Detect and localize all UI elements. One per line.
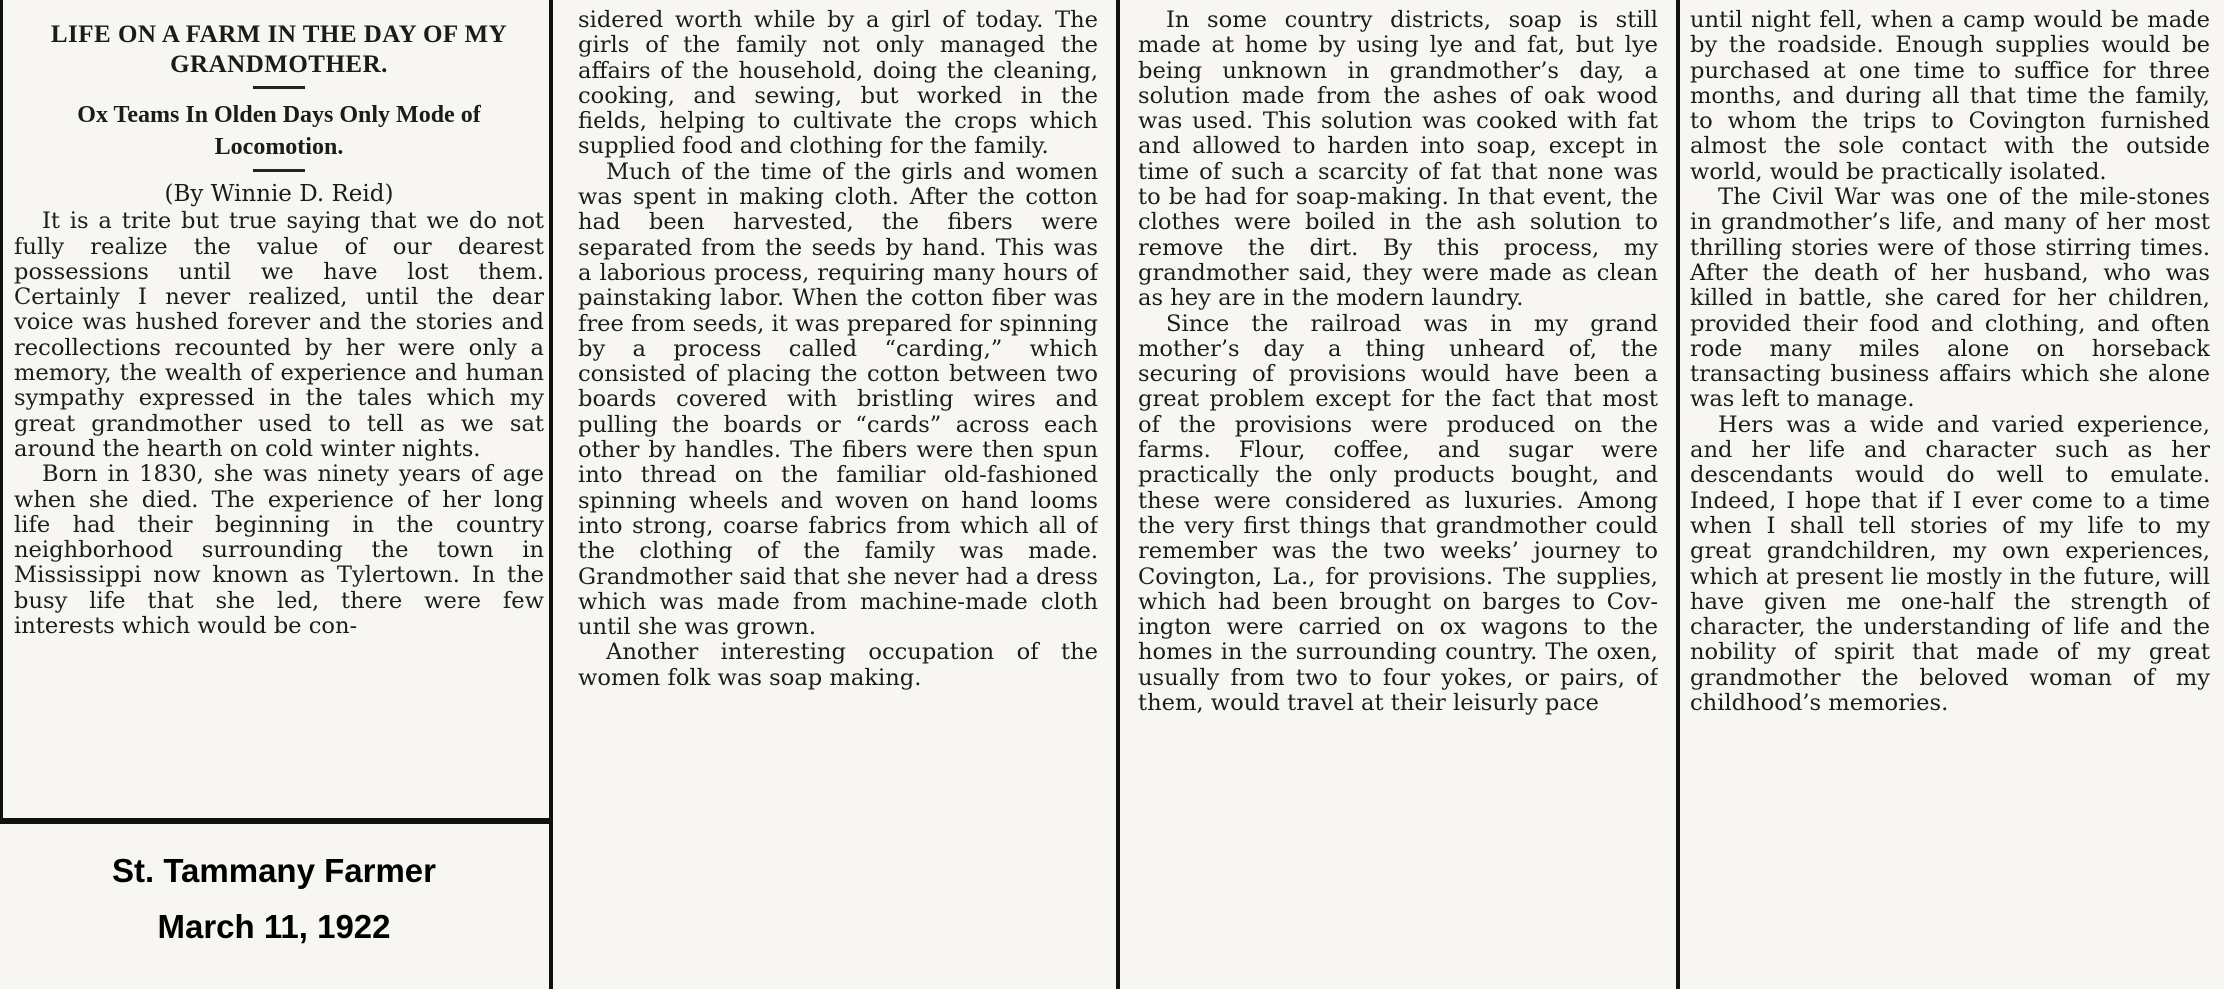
article-headline: LIFE ON A FARM IN THE DAY OF MY GRANDMOTHER. xyxy=(50,21,508,78)
paragraph: Born in 1830, she was ninety years of age when she died. The experience of her long life had their beginning in the country neighborhood surrounding the town in Mississippi now known as Tylertown. In the busy life that she led, there were few interests which would be con- xyxy=(14,461,544,640)
paragraph: It is a trite but true saying that we do not fully realize the value of our dearest possessions until we have lost them. Certainly I never realized, until the dear voice was hushed forever and the stories and recollections recounted by her were only a memory, the wealth of experience and human sympathy expressed in the tales which my great grandmother used to tell as we sat around the hearth on cold winter nights. xyxy=(14,208,544,462)
publication-date: March 11, 1922 xyxy=(157,908,391,945)
caption-separator xyxy=(0,818,552,824)
paragraph: The Civil War was one of the mile-stones in grandmother’s life, and many of her most thrilling stories were of those stirring times. After the death of her husband, who was killed in battle, she cared for her children, provided their food and clothing, and often rode many miles alone on horseback transacting business affairs which she alone was left to manage. xyxy=(1690,184,2210,413)
paragraph: Since the railroad was in my grand mother’s day a thing unheard of, the securing of provisions would have been a great problem except for the fact that most of the provisions were produced on the farms. Flour, coffee, and sugar were practically the only products bought, and these were considered as luxuries. Among the very first things that grandmother could remember was the two weeks’ journey to Covington, La., for provisions. The supplies, which had been brought on barges to Covington were carried on ox wagons to the homes in the surrounding country. The oxen, usually from two to four yokes, or pairs, of them, would travel at their leisurly pace xyxy=(1138,310,1658,717)
article-column-2 xyxy=(578,0,1098,989)
paragraph: until night fell, when a camp would be made by the roadside. Enough supplies would be purchased at one time to suffice for three months, and during all that time the family, to whom the trips to Covington furnished almost the sole contact with the outside world, would be practically isolated. xyxy=(1690,7,2210,185)
paragraph: Hers was a wide and varied experience, and her life and character such as her descendants would do well to emulate. Indeed, I hope that if I ever come to a time when I shall tell stories of my life to my great grandchildren, my own experiences, which at present lie mostly in the future, will have given me one-half the strength of character, the understanding of life and the nobility of spirit that made of my great grandmother the beloved woman of my childhood’s memories. xyxy=(1690,411,2210,717)
column-rule xyxy=(1676,0,1680,989)
headline-rule xyxy=(253,86,305,89)
paragraph: Another interesting occupation of the women folk was soap making. xyxy=(578,639,1098,691)
article-column-1 xyxy=(14,0,544,815)
article-column-3 xyxy=(1138,0,1658,989)
paragraph: sidered worth while by a girl of today. The girls of the family not only managed the affairs of the household, doing the cleaning, cooking, and sewing, but worked in the fields, helping to cultivate the crops which supplied food and clothing for the family. xyxy=(578,7,1098,160)
article-column-4 xyxy=(1690,0,2210,989)
article-byline: (By Winnie D. Reid) xyxy=(164,181,394,207)
article-subhead: Ox Teams In Olden Days Only Mode of Locomotion. xyxy=(77,102,481,160)
paragraph: In some country districts, soap is still made at home by using lye and fat, but lye being unknown in grandmother’s day, a solution made from the ashes of oak wood was used. This solution was cooked with fat and allowed to harden into soap, except in time of such a scarcity of fat that none was to be had for soap-making. In that event, the clothes were boiled in the ash solution to remove the dirt. By this process, my grandmother said, they were made as clean as hey are in the modern laundry. xyxy=(1138,7,1658,312)
subhead-rule xyxy=(253,169,305,172)
column-rule xyxy=(1116,0,1120,989)
frame-left xyxy=(0,0,3,822)
paragraph: Much of the time of the girls and women was spent in making cloth. After the cotton had been harvested, the fibers were separated from the seeds by hand. This was a laborious process, requiring many hours of painstaking labor. When the cotton fiber was free from seeds, it was prepared for spinning by a process called “carding,” which consisted of placing the cotton between two boards covered with bristling wires and pulling the boards or “cards” across each other by handles. The fibers were then spun into thread on the familiar old-fashioned spinning wheels and woven on hand looms into strong, coarse fabrics from which all of the clothing of the family was made. Grandmother said that she never had a dress which was made from machine-made cloth until she was grown. xyxy=(578,158,1098,641)
publication-name: St. Tammany Farmer xyxy=(111,852,436,889)
column-rule xyxy=(549,0,553,989)
